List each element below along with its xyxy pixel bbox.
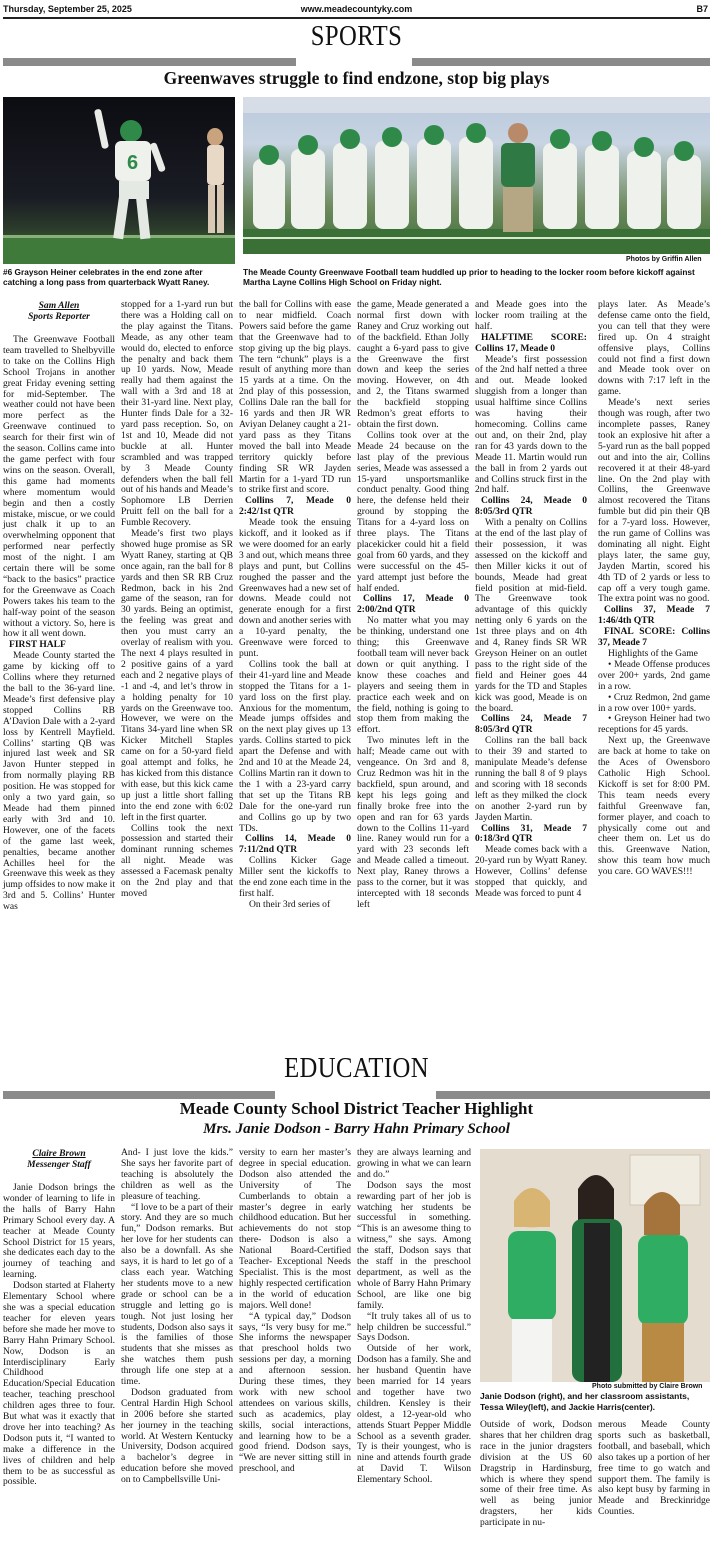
- byline-title: Messenger Staff: [27, 1159, 91, 1170]
- sports-headline: Greenwaves struggle to find endzone, stop big plays: [163, 68, 550, 88]
- article-paragraph: Collins ran the ball back to their 39 and started to manipulate Meade’s defense running the ball 8 of 9 plays and scoring with 18 seconds left as they milked the clock on another 2-yard run by Jayden Martin.: [475, 735, 587, 823]
- article-paragraph: Meade comes back with a 20-yard run by Wyatt Raney. However, Collins’ defense stopped that quickly, and Meade was forced to punt 4: [475, 844, 587, 899]
- article-paragraph: versity to earn her master’s degree in special education. Dodson also attended the University of The Cumberlands to obtain a master’s degree in early childhood education. But her achievements do not stop there- Dodson is also a National Board-Certified Teacher- Exceptional Needs Specialist. This is the most highly respected certification in the world of education majors. Well done!: [239, 1147, 351, 1311]
- article-paragraph: they are always learning and growing in what we can learn and do.”: [357, 1147, 471, 1180]
- article-paragraph: Dodson graduated from Central Hardin High School in 2006 before she started her journey in the teaching world. At Western Kentucky University, Dodson acquired a bachelor’s degree in education before she moved on to Campbellsville Uni-: [121, 1386, 233, 1486]
- education-section-title: EDUCATION: [284, 1052, 429, 1084]
- article-paragraph: Outside of her work, Dodson has a family. She and her husband Quentin have been married for 14 years and together have two children. Kensley is their oldest, a 12-year-old who attends Stuart Pepper Middle School as a seventh grader. Ty is their youngest, who is nine and attends fourth grade at David T. Wilson Elementary School.: [357, 1343, 471, 1486]
- article-paragraph: Two minutes left in the half; Meade came out with vengeance. On 3rd and 8, Cruz Redmon was hit in the backfield, spun around, and kept his legs going and finally broke free into the open and ran for 63 yards down to the Collins 11-yard line. Raney would run for a yard with 23 seconds left and Meade called a timeout. Next play, Raney throws a pass to the corner, but it was intercepted with 18 seconds left: [357, 735, 469, 910]
- article-paragraph: Collins took the next possession and started their dominant running schemes all night. Meade was assessed a Facemask penalty on the 2nd play and that moved: [121, 822, 233, 899]
- article-paragraph: “A typical day,” Dodson says, “Is very busy for me.” She informs the newspaper that preschool holds two sessions per day, a morning and afternoon session. During these times, they work with new school attendees on various skills, such as academics, play skills, social interactions, and learning how to be a good friend. Dodson says, “We are never sitting still in preschool, and: [239, 1310, 351, 1475]
- score-update: Collins 37, Meade 7 1:46/4th QTR: [598, 604, 710, 627]
- article-paragraph: “I love to be a part of their story. And they are so much fun,” Dodson remarks. But her love for her students can also be a downfall. As she says, it is hard to let go of a class each year. Watching her students move to a new grade or school can be a struggle and letting go is tough. Not just losing her students, Dodson also says it is the families of those students that she misses as she watches them push through life one step at a time.: [121, 1201, 233, 1388]
- article-subhead: FIRST HALF: [9, 639, 66, 651]
- article-paragraph: Meade’s first possession of the 2nd half netted a three and out. Meade looked sluggish from a longer than usual halftime since Collins was having their homecoming. Collins came out and, on their 2nd, play ran for 43 yards down to the Meade 11. Martin would run the ball in from 2 yards out and Collins struck first in the 2nd half.: [475, 353, 587, 496]
- section-bar-right: [436, 1091, 710, 1099]
- education-column-4: [357, 1148, 471, 1544]
- article-paragraph: Meade took the ensuing kickoff, and it looked as if we were doomed for an early 3 and out, which means three plays and punt, but Collins roughed the passer and the Greenwaves had a new set of downs. Meade could not generate enough for a first down and another series with a 10-yard penalty, the Greenwave were forced to punt.: [239, 517, 351, 659]
- highlight-item: • Meade Offense produces over 200+ yards, 2nd game in a row.: [598, 658, 710, 692]
- education-column-1: [3, 1148, 115, 1544]
- score-update: Collins 24, Meade 0 8:05/3rd QTR: [475, 495, 587, 518]
- sports-column-1: [3, 300, 115, 913]
- sports-column-2: [121, 299, 233, 899]
- article-paragraph: Next up, the Greenwave are back at home to take on the Aces of Owensboro Catholic High School. Kickoff is set for 8:00 PM. This team needs every faithful Greenwave fan, former player, and coach to physically come out and cheer them on. Let us do this. Greenwave Nation, show this team how much you care. GO WAVES!!!: [598, 735, 710, 878]
- sports-column-3: [239, 299, 351, 910]
- education-photo-credit: Photo submitted by Claire Brown: [592, 1383, 703, 1390]
- article-paragraph: merous Meade County sports such as basketball, football, and baseball, which also takes up a portion of her free time to go watch and support them. The family is also kept busy by farming in Meade and Breckinridge Counties.: [598, 1419, 710, 1518]
- score-update: Collins 17, Meade 0 2:00/2nd QTR: [357, 593, 469, 616]
- article-paragraph: On their 3rd series of: [249, 898, 331, 910]
- score-update: Collins 31, Meade 7 0:18/3rd QTR: [475, 822, 587, 845]
- article-paragraph: the game, Meade generated a normal first down with Raney and Cruz working out of the backfield. Ethan Jolly caught a 6-yard pass to give the Greenwave the first down and keep the series moving. However, on 4th and 2, the Titans swarmed the backfield stopping Redmon’s great efforts to obtain the first down.: [357, 299, 469, 430]
- education-byline: [3, 1148, 115, 1170]
- article-paragraph: “It truly takes all of us to help children be successful.” Says Dodson.: [357, 1310, 471, 1344]
- byline-title: Sports Reporter: [28, 311, 90, 322]
- page-number: B7: [696, 4, 708, 14]
- article-paragraph: And- I just love the kids.” She says her favorite part of teaching is absolutely the children as well as the pleasure of teaching.: [121, 1147, 233, 1202]
- score-update: Collins 7, Meade 0 2:42/1st QTR: [239, 495, 351, 518]
- score-update: HALFTIME SCORE: Collins 17, Meade 0: [475, 331, 587, 354]
- education-column-6: [598, 1420, 710, 1544]
- article-paragraph: No matter what you may be thinking, understand one thing; this Greenwave football team will never back down or quit anything. I know these coaches and players and seeing them in practice each week and on the field, nothing is going to stop them from making the effort.: [357, 615, 469, 736]
- issue-date: Thursday, September 25, 2025: [3, 4, 132, 14]
- article-paragraph: Collins took over at the Meade 24 because on the last play of the previous series, Meade was assessed a 15-yard unsportsmanlike conduct penalty. Good thing here, the defense held their ground by stopping the Titans for a 4-yard loss on three plays. The Titans placekicker could hit a field goal from 60 yards, and they were successful on the 45-yard attempt just before the half ended.: [357, 429, 469, 594]
- article-paragraph: Meade County started the game by kicking off to Collins where they returned the ball to the 36-yard line. Meade’s first defensive play stopped Collins RB A’Davion Dale with a 2-yard loss by Kentrell Mayfield. Collins’ starting QB was injured last week and SR Javon Hunter stepped in from normally playing RB position. He was stopped for only a two yard gain, so Meade had them pinned early with 3rd and 10. However, one of the facets of the game last week, penalties, became another Achilles heel for the Greenwave this week as they jump offsides to now make it 3rd and 5. Collins’ Hunter was: [3, 650, 115, 913]
- score-update: Collins 14, Meade 0 7:11/2nd QTR: [239, 833, 351, 856]
- highlight-item: • Greyson Heiner had two receptions for 45 yards.: [598, 713, 710, 736]
- sports-column-6: [598, 299, 710, 878]
- section-bar-right: [412, 58, 710, 66]
- sports-photo-credit: Photos by Griffin Allen: [626, 256, 702, 263]
- sports-photo-caption-right: The Meade County Greenwave Football team huddled up prior to heading to the locker room before kickoff against Martha Layne Collins High School on Friday night.: [243, 267, 695, 287]
- article-paragraph: stopped for a 1-yard run but there was a Holding call on the play against the Titans. Meade, as any other team would do, elected to enforce the penalty and back them up 10 yards. Now, Meade really had them against the wall with a 3rd and 18 at their 31-yard line. Next play, Hunter finds Dale for a 32-yard pass reception. So, on 1st and 10, Meade did not buckle at all. Hunter scrambled and was trapped by 3 Meade County defenders when the ball fell out of his hands and Meade’s Sophomore LB Derrien Pruitt fell on the ball for a Fumble Recovery.: [121, 299, 233, 529]
- header-rule: [3, 17, 710, 19]
- highlights-heading: Highlights of the Game: [608, 648, 698, 659]
- education-photo-caption: Janie Dodson (right), and her classroom assistants, Tessa Wiley(left), and Jackie Harris(center).: [480, 1391, 690, 1412]
- article-paragraph: Collins took the ball at their 41-yard line and Meade stopped the Titans for a 1-yard loss on the first play. Anxious for the momentum, Meade jumps offsides and on the next play gives up 13 yards. Collins started to pick apart the Defense and with 2nd and 10 at the Meade 24, Collins Martin ran it down to the 1 with a 23-yard carry that set up the Titans RB Dale for the one-yard run and Collins go up by two TDs.: [239, 658, 351, 834]
- education-subheadline: Mrs. Janie Dodson - Barry Hahn Primary School: [203, 1121, 510, 1137]
- article-paragraph: Dodson says the most rewarding part of her job is watching her students be successful in something. “This is an awesome thing to witness,” she says. Among the staff, Dodson says that the staff in the preschool department, as well as the whole of Barry Hahn Primary School, are like one big family.: [357, 1179, 472, 1311]
- team-huddle-photo: [243, 97, 710, 254]
- article-paragraph: Meade’s next series though was rough, after two incomplete passes, Raney took an explosive hit after a 5-yard run as the ball popped out and into the air, Collins recovered it at their 48-yard line. On the 2nd play with Collins, the Greenwave almost recovered the Titans fumble but did pin their QB for a 7-yard loss. However, the run game of Collins was dominating all night. Eight plays later, the same guy, Jayden Martin, scored his 4th TD of 2 yards or less to cap off a very tough game. The extra point was no good.: [598, 397, 710, 605]
- sports-column-4: [357, 299, 469, 910]
- education-column-2: [121, 1148, 233, 1544]
- article-paragraph: Janie Dodson brings the wonder of learning to life in the halls of Barry Hahn Primary School every day. A teacher at Meade County School District for 15 years, she dedicates each day to the journey of teaching and learning.: [3, 1182, 115, 1281]
- article-paragraph: plays later. As Meade’s defense came onto the field, you can tell that they were fired up. On 4 straight offensive plays, Collins could not find a first down and Meade took over on downs with 7:17 left in the game.: [598, 299, 710, 398]
- article-paragraph: Meade’s first two plays showed huge promise as SR Wyatt Raney, starting at QB once again, ran the ball for 8 yards and then SR RB Cruz Redmon, back in his 2nd game of the season, ran for 30 yards. Being an optimist, the feeling was great and then you must carry an overlay of realism with you. The next 4 plays resulted in 2 positive gains of a yard each and 2 negative plays of -1 and -4, and let’s throw in a holding penalty for 10 yards on the Greenwave too. However, we were on the Titans 34-yard line when SR Kicker Mitchell Staples came on for a 50-yard field goal attempt and folks, he has kicked from this distance with ease, but this kick came up just a little short falling into the end zone with 6:02 left in the first quarter.: [121, 528, 233, 823]
- website[interactable]: www.meadecountyky.com: [300, 4, 413, 14]
- section-bar-left: [3, 58, 296, 66]
- article-paragraph: and Meade goes into the locker room trailing at the half.: [475, 299, 587, 332]
- section-bar-left: [3, 1091, 275, 1099]
- education-headline: Meade County School District Teacher Highlight: [179, 1099, 534, 1118]
- article-paragraph: the ball for Collins with ease to near midfield. Coach Powers said before the game that the Greenwave had to stop giving up the big plays. The tern “chunk” plays is a result of anything more than 15 yards at a time. On the 2nd play of this possession, Collins Dale ran the ball for 16 yards and then JR WR Aviyan Delaney caught a 21-yard pass as they Titans moved the ball into Meade territory quickly before finding SR WR Jayden Martin for a 1-yard TD run to strike first and score.: [239, 299, 351, 496]
- sports-column-5: [475, 299, 587, 899]
- byline-name[interactable]: Sam Allen: [38, 300, 80, 311]
- jersey-number: 6: [127, 152, 139, 174]
- article-paragraph: With a penalty on Collins at the end of the last play of their possession, it was assessed on the kickoff and then Miller kicks it out of bounds, Meade had great field position at mid-field. The Greenwave took advantage of this quickly netting only 6 yards on the 1st three plays and on 4th and 4, Raney finds SR WR Greyson Heiner on an outlet pass to the right side of the field and Heiner goes 44 yards for the TD and Staples kick was good, Meade is on the board.: [475, 517, 587, 714]
- article-paragraph: The Greenwave Football team travelled to Shelbyville to take on the Collins High School Trojans in another great Friday evening setting for mid-September. The weather could not have been more perfect as the Greenwave continued to search for their first win of the season. Collins came into the game perfect with four wins on the season. Overall, this game had moments where momentum would begin and then a costly mistake, miscue, or we could just chalk it up to an overwhelming opponent that performed near perfectly most of the night. I am certain there will be some “back to the basics” practice for the Greenwave as Coach Powers takes his team to the half-way point of the season without a victory. So, here is how it all went down.: [3, 334, 115, 640]
- sports-photo-caption-left: #6 Grayson Heiner celebrates in the end zone after catching a long pass from quarterback Wyatt Raney.: [3, 267, 210, 287]
- article-paragraph: Collins Kicker Gage Miller sent the kickoffs to the end zone each time in the first half.: [239, 855, 351, 899]
- sports-byline: [3, 300, 115, 322]
- article-paragraph: Outside of work, Dodson shares that her children drag race in the junior dragsters division at the US 60 Dragstrip in Hardinsburg, which is where they spend some of their free time. As well as being junior dragsters, her kids participate in nu-: [480, 1419, 592, 1529]
- article-paragraph: Dodson started at Flaherty Elementary School where she was a special education teacher for eleven years before she made her move to Barry Hahn Primary School. Now, Dodson is an Interdisciplinary Early Childhood Education/Special Education teacher, teaching preschool children ages three to four. But what was it exactly that drove her into teaching? As Dodson puts it, “I wanted to make a difference in the lives of children and help them to be as successful as possible.: [3, 1280, 115, 1488]
- education-column-5: [480, 1420, 592, 1544]
- teacher-photo: [480, 1149, 710, 1382]
- sports-section-title: SPORTS: [310, 20, 403, 52]
- celebration-photo: [3, 97, 235, 264]
- highlight-item: • Cruz Redmon, 2nd game in a row over 100+ yards.: [598, 691, 710, 714]
- score-update: Collins 24, Meade 7 8:05/3rd QTR: [475, 713, 587, 736]
- byline-name[interactable]: Claire Brown: [32, 1148, 86, 1159]
- education-column-3: [239, 1148, 351, 1544]
- final-score: FINAL SCORE: Collins 37, Meade 7: [598, 626, 710, 649]
